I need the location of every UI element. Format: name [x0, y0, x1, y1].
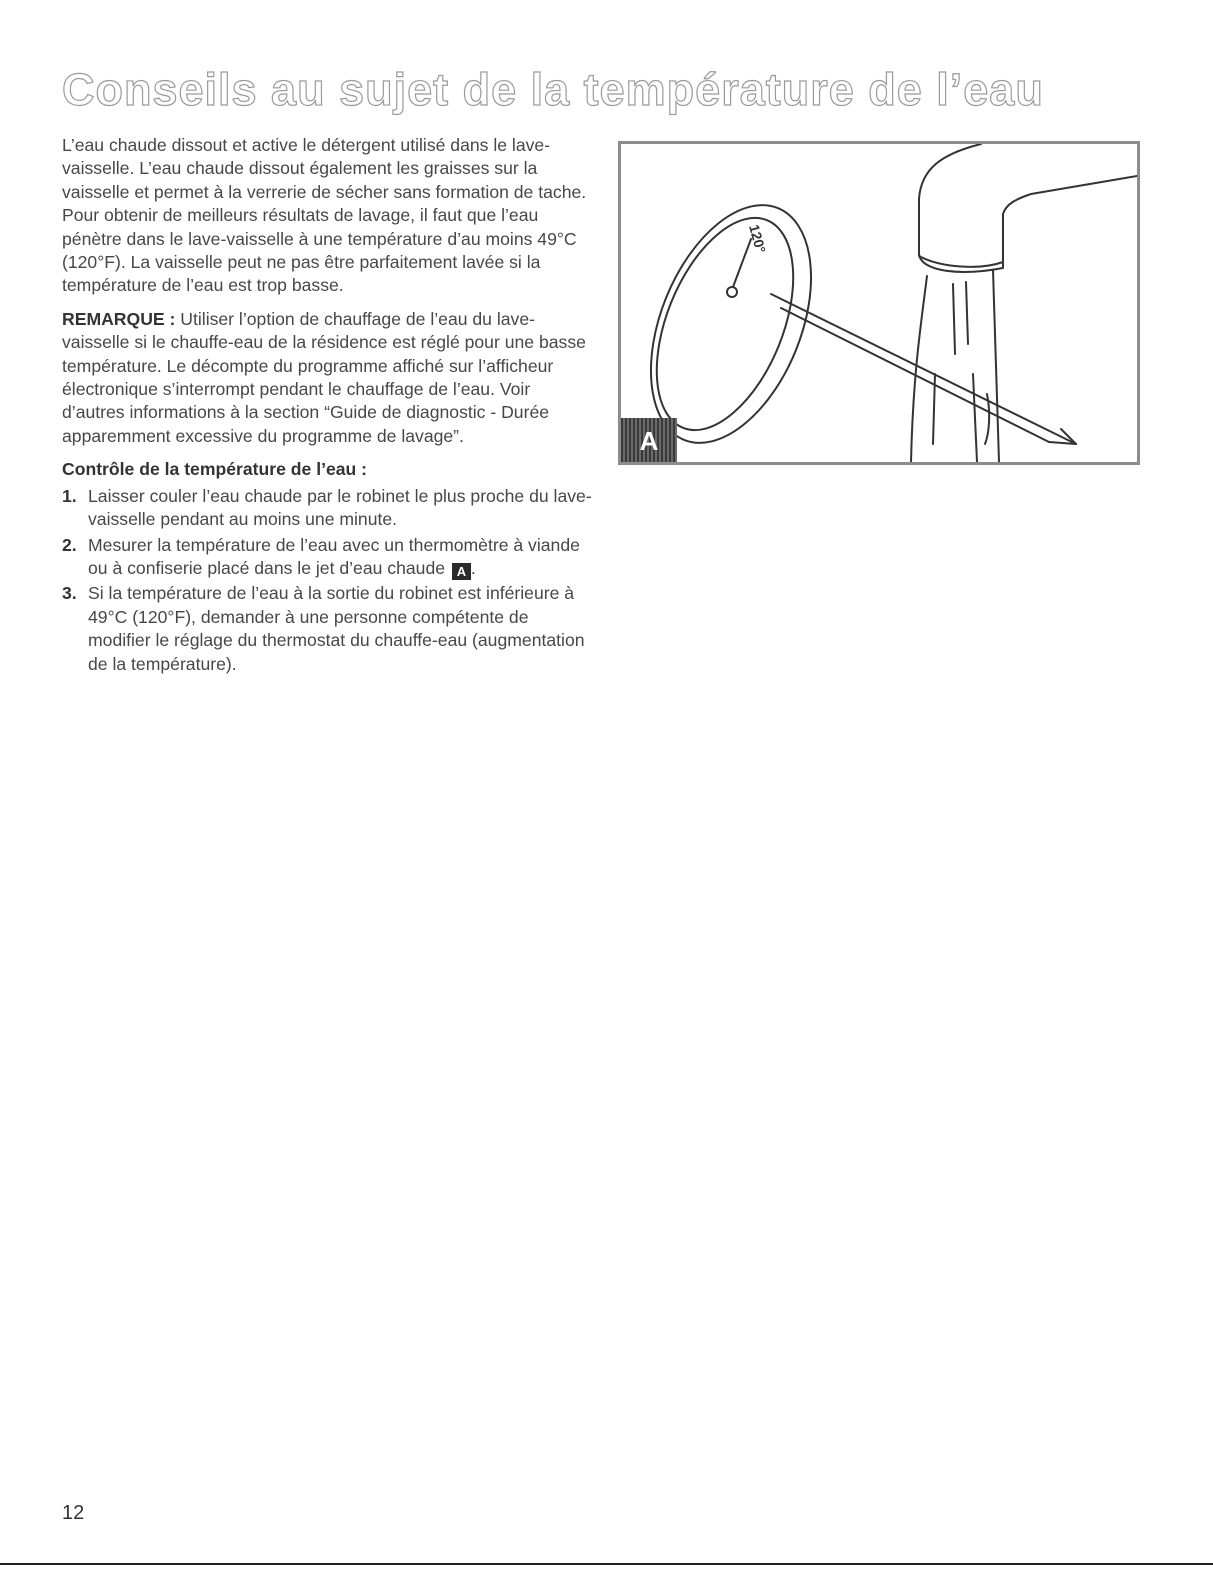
footer-rule	[0, 1563, 1213, 1565]
figure-reference-badge: A	[452, 563, 471, 580]
thermometer-in-faucet-stream-icon	[621, 144, 1137, 462]
intro-paragraph: L’eau chaude dissout et active le détergent utilisé dans le lave-vaisselle. L’eau chaude dissout également les graisses sur la vaisselle et permet à la verrerie de sécher sans formation de tache. Pour obtenir de meilleurs résultats de lavage, il faut que l’eau pénètre dans le lave-vaisselle à une température d’au moins 49°C (120°F). La vaisselle peut ne pas être parfaitement lavée si la température de l’eau est trop basse.	[62, 135, 587, 296]
page-number: 12	[62, 1502, 85, 1524]
list-item	[62, 534, 592, 581]
step-number: 2.	[62, 534, 77, 555]
figure-thermometer	[618, 141, 1140, 465]
step-text: Mesurer la température de l’eau avec un thermomètre à viande ou à confiserie placé dans le jet d’eau chaude	[88, 534, 580, 578]
step-suffix: .	[470, 557, 476, 578]
list-item	[62, 582, 592, 676]
step-text: Si la température de l’eau à la sortie du robinet est inférieure à 49°C (120°F), demander à une personne compétente de modifier le réglage du thermostat du chauffe-eau (augmentation de la température).	[88, 583, 585, 674]
list-item	[62, 485, 592, 532]
step-text: Laisser couler l’eau chaude par le robinet le plus proche du lave-vaisselle pendant au moins une minute.	[88, 485, 592, 530]
note-label: REMARQUE :	[62, 308, 176, 329]
step-number: 1.	[62, 485, 77, 506]
note-paragraph	[62, 308, 592, 448]
page-title: Conseils au sujet de la température de l’eau	[62, 64, 1044, 115]
body-text-column	[62, 134, 592, 678]
step-number: 3.	[62, 583, 77, 604]
dial-reading: 120°	[746, 222, 770, 255]
figure-label-badge: A	[621, 418, 677, 462]
section-subheading: Contrôle de la température de l’eau :	[62, 459, 368, 480]
note-text: Utiliser l’option de chauffage de l’eau du lave-vaisselle si le chauffe-eau de la résidence est réglé pour une basse température. Le décompte du programme affiché sur l’afficheur électronique s’interrompt pendant le chauffage de l’eau. Voir d’autres informations à la section “Guide de diagnostic - Durée apparemment excessive du programme de lavage”.	[62, 308, 586, 446]
steps-list	[62, 485, 592, 676]
